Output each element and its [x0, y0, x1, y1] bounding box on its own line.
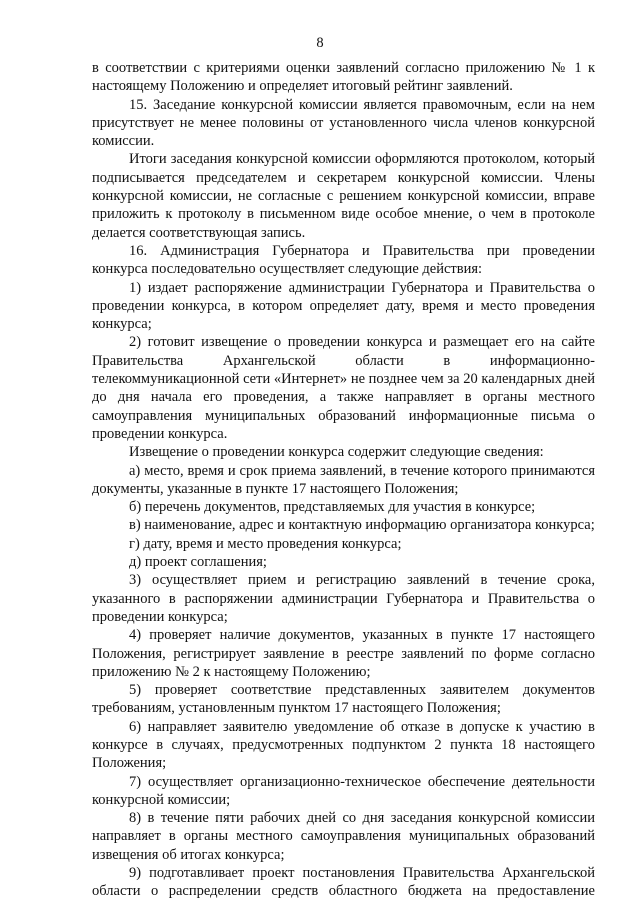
- paragraph: 15. Заседание конкурсной комиссии является правомочным, если на нем присутствует не менее половины от установленного числа членов конкурсной комиссии.: [92, 96, 595, 150]
- paragraph: 3) осуществляет прием и регистрацию заявлений в течение срока, указанного в распоряжении администрации Губернатора и Правительства о проведении конкурса;: [92, 572, 595, 625]
- paragraph: в соответствии с критериями оценки заявлений согласно приложению № 1 к настоящему Положению и определяет итоговый рейтинг заявлений.: [92, 60, 595, 95]
- paragraph: г) дату, время и место проведения конкурса;: [129, 535, 402, 552]
- paragraph: 9) подготавливает проект постановления Правительства Архангельской области о распределении средств областного бюджета на предоставление: [92, 865, 595, 900]
- paragraph: 2) готовит извещение о проведении конкурса и размещает его на сайте Правительства Архангельской области в информационно-телекоммуникационной сети «Интернет» не позднее чем за 20 календарных дней до дня начала его проведения, а также направляет в органы местного самоуправления муниципальных образований информационные письма о проведении конкурса.: [92, 334, 595, 442]
- page-number: 8: [316, 35, 324, 51]
- paragraph: д) проект соглашения;: [129, 554, 267, 571]
- paragraph: в) наименование, адрес и контактную информацию организатора конкурса;: [129, 517, 595, 534]
- paragraph: Итоги заседания конкурсной комиссии оформляются протоколом, который подписывается председателем и секретарем конкурсной комиссии. Члены конкурсной комиссии, не согласные с решением конкурсной комиссии, вправе приложить к протоколу в письменном виде особое мнение, о чем в протоколе делается соответствующая запись.: [92, 151, 595, 241]
- paragraph: 8) в течение пяти рабочих дней со дня заседания конкурсной комиссии направляет в органы местного самоуправления муниципальных образований извещения об итогах конкурса;: [92, 810, 595, 863]
- document-body: [92, 59, 595, 901]
- paragraph: Извещение о проведении конкурса содержит следующие сведения:: [129, 444, 544, 461]
- paragraph: 6) направляет заявителю уведомление об отказе в допуске к участию в конкурсе в случаях, предусмотренных подпунктом 2 пункта 18 настоящего Положения;: [92, 718, 595, 772]
- paragraph: 4) проверяет наличие документов, указанных в пункте 17 настоящего Положения, регистрирует заявление в реестре заявлений по форме согласно приложению № 2 к настоящему Положению;: [92, 627, 595, 680]
- paragraph: 7) осуществляет организационно-техническое обеспечение деятельности конкурсной комиссии;: [92, 773, 595, 808]
- paragraph: 1) издает распоряжение администрации Губернатора и Правительства о проведении конкурса, в котором определяет дату, время и место проведения конкурса;: [92, 279, 595, 333]
- paragraph: б) перечень документов, представляемых для участия в конкурсе;: [129, 499, 536, 516]
- paragraph: а) место, время и срок приема заявлений, в течение которого принимаются документы, указанные в пункте 17 настоящего Положения;: [92, 462, 595, 497]
- paragraph: 16. Администрация Губернатора и Правительства при проведении конкурса последовательно осуществляет следующие действия:: [92, 242, 595, 278]
- paragraph: 5) проверяет соответствие представленных заявителем документов требованиям, установленным пунктом 17 настоящего Положения;: [92, 682, 595, 717]
